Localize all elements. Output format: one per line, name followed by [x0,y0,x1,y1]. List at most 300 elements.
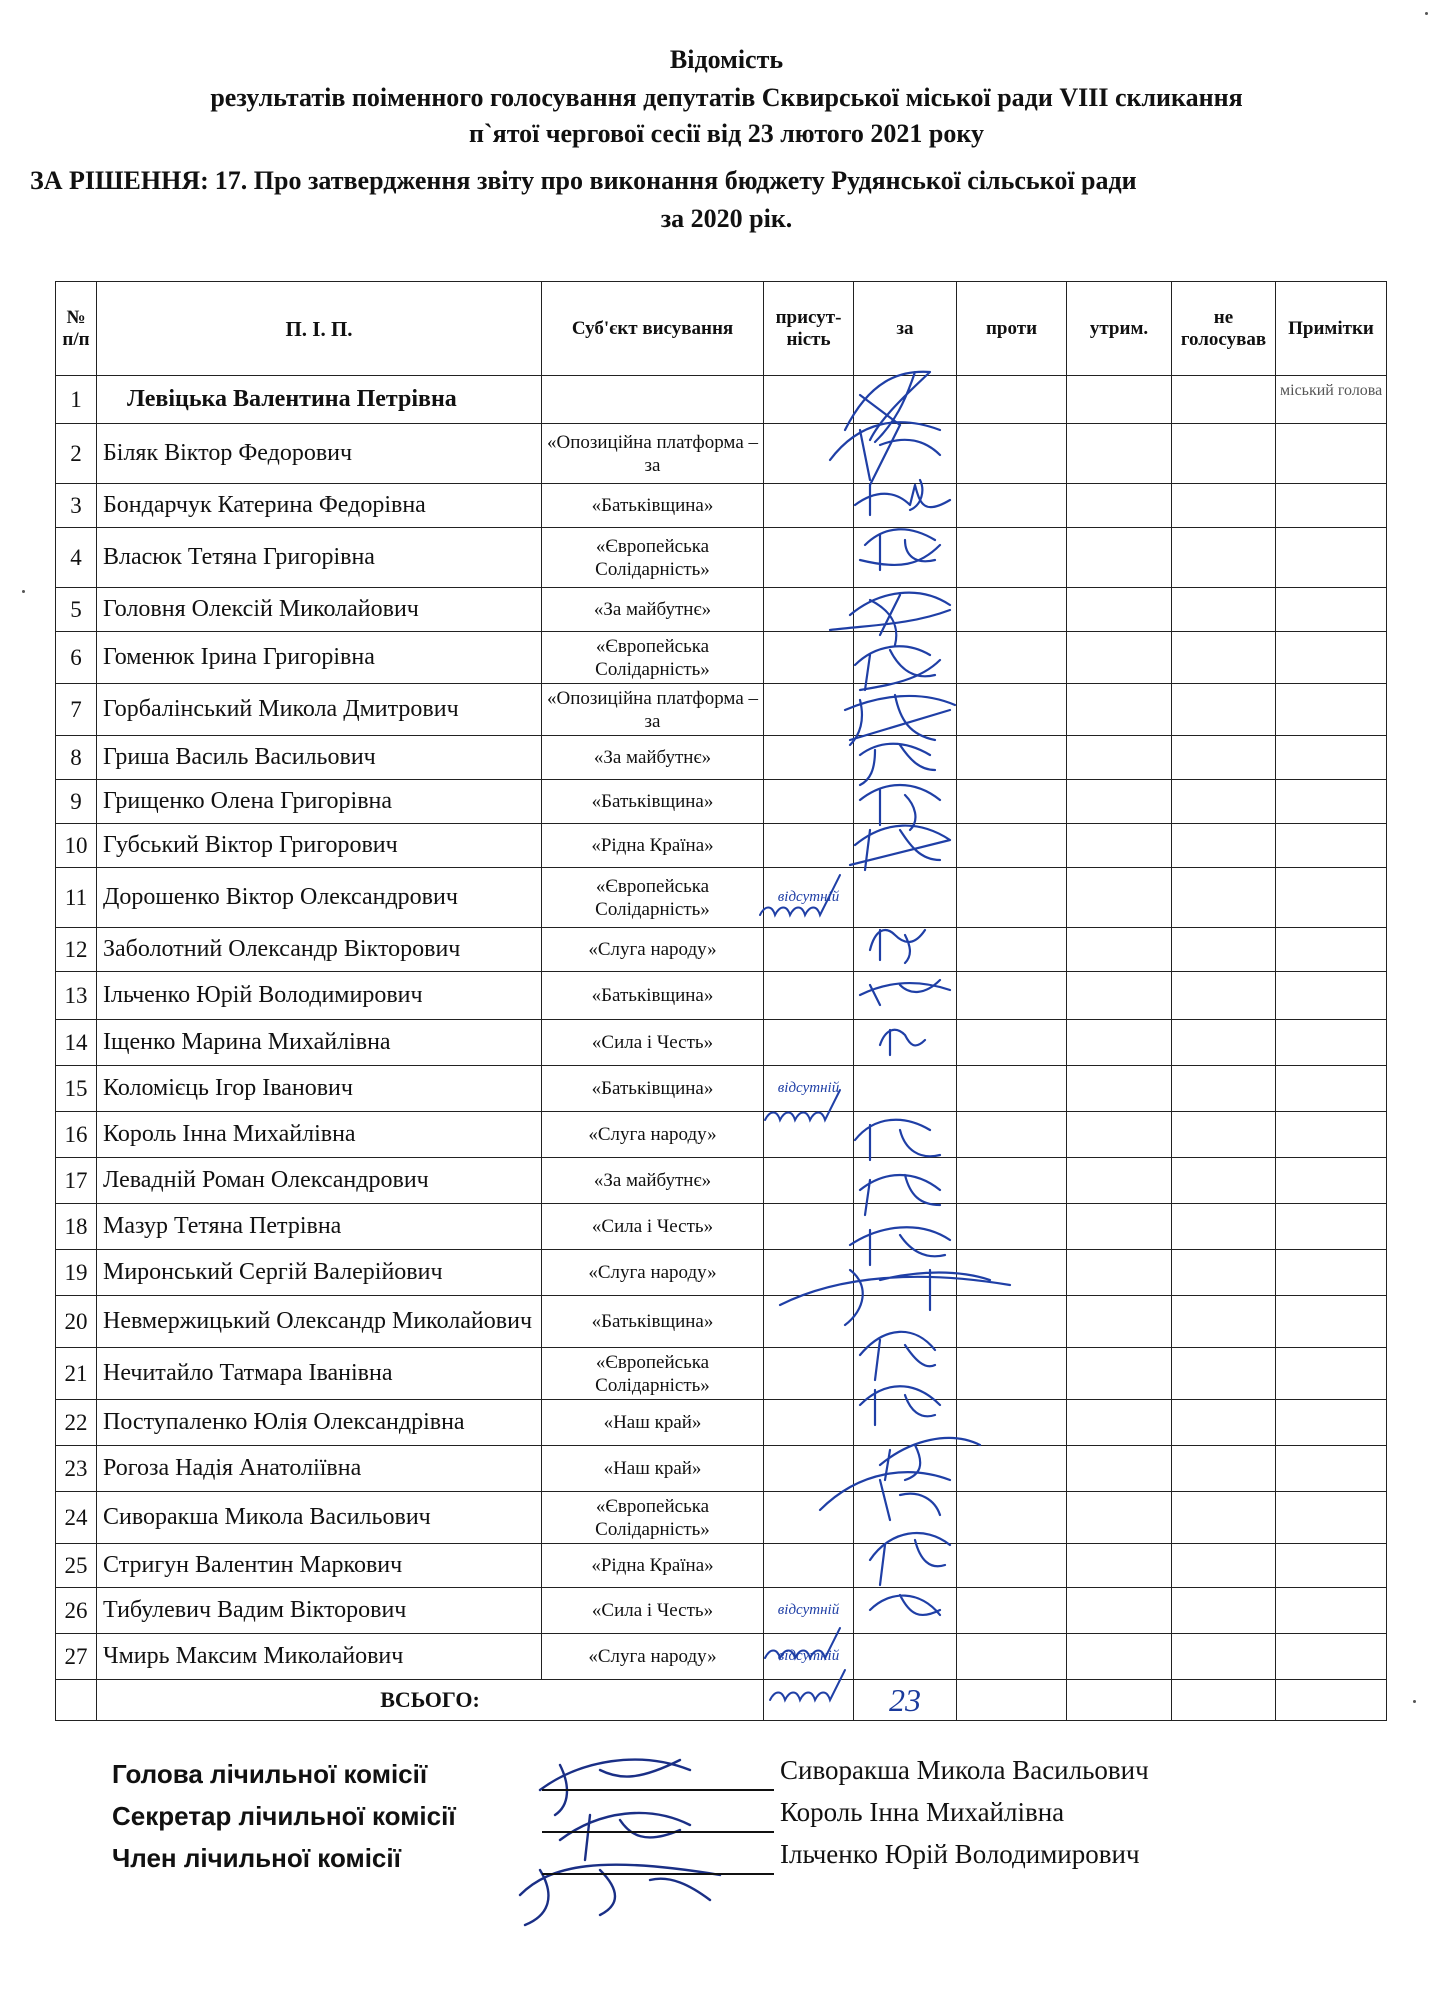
not-voted-cell [1172,1112,1276,1158]
not-voted-cell [1172,824,1276,868]
vote-against-cell [957,1204,1067,1250]
row-num: 6 [56,632,97,684]
vote-for-cell [854,780,957,824]
note-cell [1276,1250,1387,1296]
vote-against-cell [957,972,1067,1020]
total-empty-cell [56,1680,97,1721]
vote-against-cell [957,1296,1067,1348]
note-cell [1276,632,1387,684]
deputy-name: Невмержицький Олександр Миколайович [97,1296,542,1348]
deputy-party: «Європейська Солідарність» [542,528,764,588]
deputy-name: Горбалінський Микола Дмитрович [97,684,542,736]
vote-abstain-cell [1067,928,1172,972]
col-header-not-voted: не голосував [1172,282,1276,376]
not-voted-cell [1172,928,1276,972]
note-cell [1276,1400,1387,1446]
row-num: 12 [56,928,97,972]
note-cell [1276,824,1387,868]
row-num: 26 [56,1588,97,1634]
note-cell [1276,868,1387,928]
row-num: 7 [56,684,97,736]
not-voted-cell [1172,376,1276,424]
table-row [56,1296,1387,1348]
row-num: 25 [56,1544,97,1588]
vote-for-cell [854,1066,957,1112]
note-cell [1276,1588,1387,1634]
present-cell [764,736,854,780]
deputy-name: Поступаленко Юлія Олександрівна [97,1400,542,1446]
note-cell [1276,1348,1387,1400]
vote-for-cell [854,972,957,1020]
vote-abstain-cell [1067,1588,1172,1634]
deputy-name: Стригун Валентин Маркович [97,1544,542,1588]
not-voted-cell [1172,588,1276,632]
deputy-party: «Батьківщина» [542,484,764,528]
commission-block [112,1755,1362,1881]
not-voted-cell [1172,1204,1276,1250]
vote-for-cell [854,1020,957,1066]
present-cell [764,1348,854,1400]
vote-for-cell [854,376,957,424]
decision-line-2: за 2020 рік. [660,204,793,233]
vote-against-cell [957,1544,1067,1588]
table-row [56,868,1387,928]
vote-for-cell [854,868,957,928]
deputy-party: «Європейська Солідарність» [542,1348,764,1400]
voting-table-body [56,376,1387,1680]
deputy-name: Іщенко Марина Михайлівна [97,1020,542,1066]
deputy-name: Гоменюк Ірина Григорівна [97,632,542,684]
vote-for-cell [854,736,957,780]
scan-speck [1413,1700,1416,1703]
vote-abstain-cell [1067,1492,1172,1544]
table-row [56,1544,1387,1588]
document-title: Відомість [669,45,784,74]
deputy-party: «Європейська Солідарність» [542,868,764,928]
deputy-name: Заболотний Олександр Вікторович [97,928,542,972]
deputy-name: Миронський Сергій Валерійович [97,1250,542,1296]
deputy-party: «Рідна Країна» [542,824,764,868]
not-voted-cell [1172,684,1276,736]
present-cell [764,824,854,868]
vote-abstain-cell [1067,1544,1172,1588]
deputy-party: «За майбутнє» [542,588,764,632]
col-header-notes: Примітки [1276,282,1387,376]
table-row [56,1634,1387,1680]
not-voted-cell [1172,1296,1276,1348]
row-num: 19 [56,1250,97,1296]
deputy-party: «Батьківщина» [542,972,764,1020]
present-cell [764,1158,854,1204]
row-num: 20 [56,1296,97,1348]
note-cell [1276,484,1387,528]
not-voted-cell [1172,868,1276,928]
vote-abstain-cell [1067,424,1172,484]
deputy-name: Грищенко Олена Григорівна [97,780,542,824]
deputy-name: Власюк Тетяна Григорівна [97,528,542,588]
note-cell [1276,1204,1387,1250]
note-cell [1276,528,1387,588]
vote-against-cell [957,588,1067,632]
vote-abstain-cell [1067,528,1172,588]
note-cell [1276,1066,1387,1112]
table-row [56,376,1387,424]
vote-abstain-cell [1067,1634,1172,1680]
col-header-party: Суб'єкт висування [542,282,764,376]
not-voted-cell [1172,780,1276,824]
commission-row [112,1797,1362,1839]
table-row [56,780,1387,824]
vote-for-cell [854,1250,957,1296]
decision-text: 17. Про затвердження звіту про виконання бюджету Рудянської сільської ради [214,166,1137,195]
vote-against-cell [957,1066,1067,1112]
commission-member-name: Сиворакша Микола Васильович [780,1755,1149,1785]
not-voted-cell [1172,1492,1276,1544]
vote-for-cell [854,1400,957,1446]
table-row [56,588,1387,632]
table-row [56,632,1387,684]
vote-abstain-cell [1067,868,1172,928]
total-notes-cell [1276,1680,1387,1721]
decision-line [30,165,1390,197]
present-cell [764,684,854,736]
table-row [56,1400,1387,1446]
row-num: 9 [56,780,97,824]
deputy-party: «Слуга народу» [542,1634,764,1680]
vote-for-cell [854,1634,957,1680]
present-cell [764,928,854,972]
vote-against-cell [957,1348,1067,1400]
commission-member-name: Ільченко Юрій Володимирович [780,1839,1140,1869]
present-cell [764,1544,854,1588]
present-cell [764,1204,854,1250]
vote-against-cell [957,528,1067,588]
vote-abstain-cell [1067,780,1172,824]
table-row [56,928,1387,972]
signature-line [542,1789,774,1791]
table-row [56,1112,1387,1158]
commission-role: Голова лічильної комісії [112,1759,428,1789]
table-row [56,1204,1387,1250]
vote-abstain-cell [1067,1204,1172,1250]
not-voted-cell [1172,1400,1276,1446]
not-voted-cell [1172,1020,1276,1066]
not-voted-cell [1172,1250,1276,1296]
not-voted-cell [1172,1588,1276,1634]
vote-abstain-cell [1067,684,1172,736]
vote-against-cell [957,780,1067,824]
note-cell [1276,1634,1387,1680]
note-cell [1276,1296,1387,1348]
deputy-name: Ільченко Юрій Володимирович [97,972,542,1020]
present-cell [764,1492,854,1544]
row-num: 1 [56,376,97,424]
deputy-party: «За майбутнє» [542,1158,764,1204]
table-header-row [56,282,1387,376]
vote-abstain-cell [1067,1446,1172,1492]
deputy-name: Сиворакша Микола Васильович [97,1492,542,1544]
vote-against-cell [957,736,1067,780]
col-header-for: за [854,282,957,376]
total-row [56,1680,1387,1721]
table-row [56,1348,1387,1400]
vote-abstain-cell [1067,1348,1172,1400]
note-cell [1276,1158,1387,1204]
deputy-party: «Слуга народу» [542,928,764,972]
total-against-cell [957,1680,1067,1721]
not-voted-cell [1172,1348,1276,1400]
deputy-name: Левадній Роман Олександрович [97,1158,542,1204]
present-cell [764,588,854,632]
col-header-num: № п/п [56,282,97,376]
deputy-name: Головня Олексій Миколайович [97,588,542,632]
row-num: 15 [56,1066,97,1112]
session-line: п`ятої чергової сесії від 23 лютого 2021 року [468,119,984,148]
row-num: 2 [56,424,97,484]
vote-for-cell [854,1588,957,1634]
deputy-name: Мазур Тетяна Петрівна [97,1204,542,1250]
present-cell [764,1296,854,1348]
present-cell [764,1112,854,1158]
deputy-party: «За майбутнє» [542,736,764,780]
deputy-name: Гриша Василь Васильович [97,736,542,780]
table-row [56,684,1387,736]
present-cell [764,1250,854,1296]
present-cell: відсутній [764,1634,854,1680]
vote-against-cell [957,684,1067,736]
note-cell [1276,1544,1387,1588]
vote-for-cell [854,1112,957,1158]
vote-for-cell [854,684,957,736]
row-num: 13 [56,972,97,1020]
signature-line [542,1873,774,1875]
row-num: 10 [56,824,97,868]
not-voted-cell [1172,736,1276,780]
present-cell: відсутній [764,868,854,928]
vote-against-cell [957,1446,1067,1492]
vote-abstain-cell [1067,1400,1172,1446]
table-row [56,1446,1387,1492]
not-voted-cell [1172,972,1276,1020]
commission-row [112,1755,1362,1797]
vote-abstain-cell [1067,632,1172,684]
not-voted-cell [1172,1544,1276,1588]
table-row [56,1020,1387,1066]
vote-abstain-cell [1067,1250,1172,1296]
vote-for-cell [854,588,957,632]
deputy-party: «Слуга народу» [542,1112,764,1158]
vote-abstain-cell [1067,1112,1172,1158]
not-voted-cell [1172,1446,1276,1492]
note-cell [1276,1492,1387,1544]
deputy-party: «Слуга народу» [542,1250,764,1296]
note-cell [1276,780,1387,824]
deputy-party: «Батьківщина» [542,1296,764,1348]
vote-against-cell [957,824,1067,868]
signature-line [542,1831,774,1833]
vote-for-cell [854,1492,957,1544]
vote-against-cell [957,1634,1067,1680]
note-cell [1276,928,1387,972]
note-cell: міський голова [1276,376,1387,424]
deputy-name: Коломієць Ігор Іванович [97,1066,542,1112]
total-label: ВСЬОГО: [97,1680,764,1721]
vote-for-cell [854,928,957,972]
vote-against-cell [957,424,1067,484]
total-for-value: 23 [854,1680,957,1721]
vote-for-cell [854,528,957,588]
vote-abstain-cell [1067,824,1172,868]
deputy-party: «Опозиційна платформа – за [542,684,764,736]
note-cell [1276,588,1387,632]
commission-role: Член лічильної комісії [112,1843,401,1873]
row-num: 16 [56,1112,97,1158]
note-cell [1276,1020,1387,1066]
vote-against-cell [957,1250,1067,1296]
total-present-cell [764,1680,854,1721]
not-voted-cell [1172,1066,1276,1112]
note-cell [1276,736,1387,780]
note-cell [1276,1446,1387,1492]
deputy-name: Левіцька Валентина Петрівна [97,376,542,424]
vote-for-cell [854,1348,957,1400]
row-num: 4 [56,528,97,588]
present-cell [764,376,854,424]
vote-for-cell [854,1544,957,1588]
vote-against-cell [957,928,1067,972]
present-cell: відсутній [764,1066,854,1112]
deputy-name: Чмирь Максим Миколайович [97,1634,542,1680]
table-row [56,424,1387,484]
commission-row [112,1839,1362,1881]
row-num: 3 [56,484,97,528]
vote-against-cell [957,1020,1067,1066]
vote-against-cell [957,1400,1067,1446]
vote-against-cell [957,868,1067,928]
deputy-party: «Європейська Солідарність» [542,632,764,684]
vote-against-cell [957,376,1067,424]
commission-role: Секретар лічильної комісії [112,1801,456,1831]
vote-abstain-cell [1067,1296,1172,1348]
vote-against-cell [957,1588,1067,1634]
table-row [56,484,1387,528]
vote-for-cell [854,424,957,484]
present-cell [764,972,854,1020]
present-cell [764,1400,854,1446]
col-header-abstain: утрим. [1067,282,1172,376]
not-voted-cell [1172,1634,1276,1680]
vote-abstain-cell [1067,736,1172,780]
table-row [56,1066,1387,1112]
table-row [56,1158,1387,1204]
deputy-party: «Сила і Честь» [542,1588,764,1634]
vote-for-cell [854,1204,957,1250]
scan-speck [1425,12,1428,15]
row-num: 17 [56,1158,97,1204]
present-cell [764,484,854,528]
vote-against-cell [957,1112,1067,1158]
vote-abstain-cell [1067,972,1172,1020]
vote-abstain-cell [1067,484,1172,528]
row-num: 18 [56,1204,97,1250]
row-num: 21 [56,1348,97,1400]
not-voted-cell [1172,1158,1276,1204]
vote-abstain-cell [1067,376,1172,424]
total-not-voted-cell [1172,1680,1276,1721]
deputy-name: Губський Віктор Григорович [97,824,542,868]
row-num: 8 [56,736,97,780]
row-num: 24 [56,1492,97,1544]
vote-against-cell [957,484,1067,528]
voting-table [55,281,1387,1721]
present-cell [764,632,854,684]
decision-label: ЗА РІШЕННЯ: [30,166,209,195]
deputy-party: «Батьківщина» [542,780,764,824]
table-row [56,736,1387,780]
table-row [56,528,1387,588]
deputy-party: «Опозиційна платформа – за [542,424,764,484]
deputy-party: «Сила і Честь» [542,1204,764,1250]
vote-for-cell [854,1446,957,1492]
vote-abstain-cell [1067,1066,1172,1112]
present-cell: відсутній [764,1588,854,1634]
table-row [56,824,1387,868]
col-header-name: П. І. П. [97,282,542,376]
row-num: 5 [56,588,97,632]
table-row [56,1588,1387,1634]
row-num: 11 [56,868,97,928]
not-voted-cell [1172,632,1276,684]
deputy-name: Рогоза Надія Анатоліївна [97,1446,542,1492]
vote-against-cell [957,1158,1067,1204]
vote-abstain-cell [1067,1020,1172,1066]
present-cell [764,528,854,588]
commission-member-name: Король Інна Михайлівна [780,1797,1065,1827]
vote-for-cell [854,824,957,868]
deputy-party: «Рідна Країна» [542,1544,764,1588]
table-row [56,1250,1387,1296]
deputy-name: Тибулевич Вадим Вікторович [97,1588,542,1634]
deputy-name: Нечитайло Татмара Іванівна [97,1348,542,1400]
deputy-party: «Європейська Солідарність» [542,1492,764,1544]
note-cell [1276,424,1387,484]
deputy-name: Король Інна Михайлівна [97,1112,542,1158]
not-voted-cell [1172,484,1276,528]
row-num: 23 [56,1446,97,1492]
present-cell [764,780,854,824]
vote-against-cell [957,632,1067,684]
document-subtitle: результатів поіменного голосування депутатів Сквирської міської ради VIII скликання [210,83,1243,112]
vote-for-cell [854,632,957,684]
deputy-party [542,376,764,424]
row-num: 27 [56,1634,97,1680]
deputy-party: «Наш край» [542,1446,764,1492]
present-cell [764,1446,854,1492]
vote-for-cell [854,1158,957,1204]
row-num: 14 [56,1020,97,1066]
deputy-party: «Наш край» [542,1400,764,1446]
row-num: 22 [56,1400,97,1446]
deputy-name: Біляк Віктор Федорович [97,424,542,484]
vote-abstain-cell [1067,588,1172,632]
deputy-name: Дорошенко Віктор Олександрович [97,868,542,928]
total-abstain-cell [1067,1680,1172,1721]
vote-for-cell [854,484,957,528]
deputy-party: «Батьківщина» [542,1066,764,1112]
not-voted-cell [1172,424,1276,484]
present-cell [764,1020,854,1066]
not-voted-cell [1172,528,1276,588]
